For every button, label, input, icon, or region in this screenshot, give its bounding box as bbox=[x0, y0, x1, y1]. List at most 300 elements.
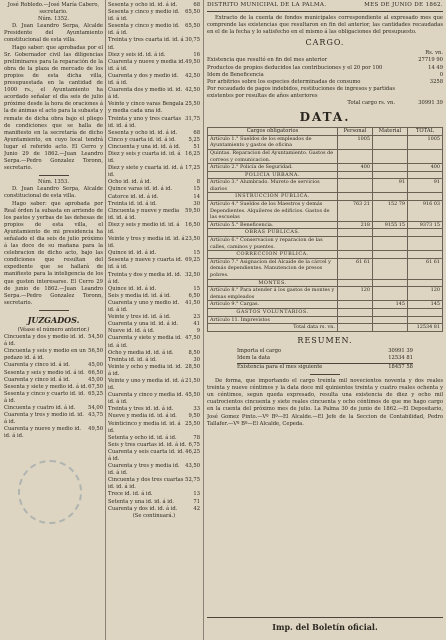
listing-row bbox=[108, 37, 200, 51]
listing-row bbox=[4, 384, 103, 391]
notice-heading: D. Juan Leandro Serpa, Alcalde Presidente del Ayuntamiento constitucional de esta villa. bbox=[4, 23, 103, 44]
cargo-total: 30991 39 bbox=[418, 100, 443, 107]
listing-row bbox=[108, 435, 200, 442]
listing-value: 30 bbox=[193, 356, 200, 363]
material-cell bbox=[373, 316, 408, 324]
resumen-label: Importa el cargo bbox=[237, 347, 282, 354]
category-cell: CORRECCION PÚBLICA. bbox=[208, 251, 338, 259]
resumen-row bbox=[237, 355, 413, 362]
total-cell: 1005 bbox=[408, 135, 443, 149]
listing-row bbox=[108, 378, 200, 392]
listing-row bbox=[108, 350, 200, 357]
listing-desc: Setenta y una id. id. á id. bbox=[108, 498, 174, 505]
listing-desc: Cuarenta y nueve y medio id. id. á id. bbox=[4, 426, 82, 440]
personal-cell: 400 bbox=[338, 164, 373, 172]
listing-row bbox=[4, 348, 103, 362]
total-cell: 916 03 bbox=[408, 201, 443, 222]
listing-row bbox=[4, 412, 103, 426]
table-row bbox=[208, 287, 443, 301]
listing-value: 8,50 bbox=[188, 349, 200, 356]
listing-value: 14 bbox=[193, 193, 200, 200]
total-cell: 9373 15 bbox=[408, 221, 443, 229]
material-cell bbox=[373, 135, 408, 149]
material-cell: 152 79 bbox=[373, 201, 408, 222]
listing-row bbox=[108, 73, 200, 87]
article-cell: Artículo 7.° Asignacion del Alcaide de la cárcel y demás dependientes. Manutencion de presos pobres. bbox=[208, 258, 338, 279]
listing-desc: Treinta id. id. á id. bbox=[108, 356, 157, 363]
listing-value: 42 bbox=[193, 505, 200, 512]
listing-desc: Cincuenta y nueve y media id. id. á id. bbox=[108, 207, 180, 221]
listing-desc: Cincuenta y seis y medio en un pedazo id. á id. bbox=[4, 348, 86, 362]
listing-desc: Ocho y media id. id. á id. bbox=[108, 349, 174, 356]
listing-value: 54,50 bbox=[88, 334, 103, 341]
listing-desc: Cuarenta y dos y medio id. id. á id. bbox=[108, 72, 179, 87]
listing-row bbox=[108, 165, 200, 179]
listing-row bbox=[4, 362, 103, 369]
cargo-amount: 14 49 bbox=[428, 64, 443, 71]
listing-value: 45,00 bbox=[88, 376, 103, 383]
listing-row bbox=[108, 272, 200, 286]
listing-desc: Catorce id. id. á id. bbox=[108, 193, 159, 200]
listing-value: 45,50 bbox=[185, 392, 200, 399]
th-total: TOTAL bbox=[408, 128, 443, 136]
personal-cell bbox=[338, 149, 373, 163]
table-row bbox=[208, 301, 443, 309]
listing-desc: Veinticinco y media id. id. á id. bbox=[108, 420, 181, 434]
listing-row bbox=[108, 222, 200, 236]
listing-row bbox=[108, 9, 200, 23]
listing-value: 17,25 bbox=[185, 165, 200, 172]
column-2 bbox=[108, 0, 200, 640]
article-cell: Artículo 8.° Para atender á los gastos de montes y demas empleados bbox=[208, 287, 338, 301]
resumen-row bbox=[237, 348, 413, 355]
closing-text: De forma, que importando el cargo treinta mil novecientos noventa y dos reales treinta y nueve céntimos y la data doce mil quinientos treinta y cuatro reales ochenta y un céntimos, segun queda expresado, resulta una existencia de diez y ocho mil cuatrocientos cincuenta y siete reales cincuenta y ocho céntimos de que me hago cargo en la cuenta del próximo mes de julio. La Palma 30 de junio de 1862.—El Depositario, José Gomez Pinto.—Vº Bº—El Alcalde.—El Jefe de la Seccion de Contabilidad, Pedro Tallafer.—Vº Bº—El Alcalde, Cepeda. bbox=[207, 378, 443, 427]
cargo-amount: 0 bbox=[439, 71, 443, 78]
cargo-desc: Idem de Beneficencia bbox=[207, 71, 264, 78]
listing-value: 49,50 bbox=[185, 58, 200, 65]
district-header bbox=[207, 2, 443, 12]
article-cell: Artículo 11. Imprevistos bbox=[208, 316, 338, 324]
table-row bbox=[208, 258, 443, 279]
personal-cell: 120 bbox=[338, 287, 373, 301]
separator bbox=[310, 374, 340, 375]
listing-desc: Cuarenta y uno y medio id. id. á id. bbox=[108, 299, 180, 314]
listing-row bbox=[108, 236, 200, 250]
material-cell bbox=[373, 258, 408, 279]
data-title: DATA. bbox=[299, 110, 351, 125]
listing-row bbox=[108, 59, 200, 73]
listing-desc: Cincuenta y cuatro id. á id. bbox=[4, 404, 76, 411]
cargo-row bbox=[207, 86, 443, 100]
listing-value: 16 bbox=[193, 51, 200, 58]
listing-row bbox=[108, 293, 200, 300]
currency-label: Rs. vn. bbox=[425, 50, 443, 57]
cargo-row bbox=[207, 79, 443, 86]
listing-value: 5,25 bbox=[188, 136, 200, 143]
listing-value: 25,50 bbox=[185, 420, 200, 427]
listing-value: 47,50 bbox=[185, 335, 200, 342]
listing-value: 65,25 bbox=[88, 390, 103, 397]
listing-value: 46,25 bbox=[185, 448, 200, 455]
total-cell bbox=[408, 149, 443, 163]
listing-value: 31,75 bbox=[185, 115, 200, 122]
listing-row bbox=[108, 116, 200, 130]
listing-row bbox=[108, 101, 200, 115]
table-row bbox=[208, 279, 443, 287]
listing-value: 15 bbox=[193, 186, 200, 193]
section-subheading: (Véase el número anterior.) bbox=[17, 326, 90, 333]
listing-value: 56,50 bbox=[88, 348, 103, 355]
listing-value: 42,50 bbox=[185, 87, 200, 94]
listing-row bbox=[108, 186, 200, 193]
listing-row bbox=[4, 405, 103, 412]
listing-desc: Cincuenta y dos tres cuartas id. id. á id. bbox=[108, 477, 184, 491]
cargo-row bbox=[207, 72, 443, 79]
listing-desc: Cincuenta y dos y medio id. id. á id. bbox=[4, 334, 86, 348]
listing-value: 9 bbox=[196, 328, 200, 335]
listing-desc: Veinte y tres id. id. á id. bbox=[108, 314, 171, 321]
listing-value: 71 bbox=[193, 498, 200, 505]
cargo-amount: 3258 bbox=[429, 78, 443, 85]
cargo-amount: 27719 90 bbox=[418, 57, 443, 64]
listing-desc: Ocho id. id. á id. bbox=[108, 179, 152, 186]
article-cell: Artículo 5.° Beneficencia. bbox=[208, 221, 338, 229]
table-row bbox=[208, 316, 443, 324]
personal-cell: 763 21 bbox=[338, 201, 373, 222]
listing-desc: Trece id. id. á id. bbox=[108, 491, 153, 498]
listing bbox=[108, 2, 200, 513]
listing-value: 68 bbox=[193, 129, 200, 136]
column-3 bbox=[207, 0, 443, 640]
notice-number: Núm. 1353. bbox=[38, 179, 69, 186]
listing-desc: Setenta y ocho id. id. á id. bbox=[108, 434, 177, 441]
listing-row bbox=[108, 506, 200, 513]
listing-row bbox=[4, 370, 103, 377]
resumen-label: Idem la data bbox=[237, 354, 270, 361]
listing-row bbox=[108, 257, 200, 271]
listing-value: 13 bbox=[193, 491, 200, 498]
cargo-desc: Por recaudado de pagos indebidos, restituciones de ingresos y partidas existentes por resultas de años anteriores bbox=[207, 85, 395, 99]
listing-row bbox=[108, 328, 200, 335]
table-row bbox=[208, 308, 443, 316]
listing-row bbox=[4, 377, 103, 384]
listing-desc: Sesenta y siete y medio id. á id. bbox=[4, 383, 88, 390]
th-material: Material bbox=[373, 128, 408, 136]
existencia-value: 18457 58 bbox=[388, 363, 413, 370]
category-cell: GASTOS VOLUNTARIOS. bbox=[208, 308, 338, 316]
cargo-desc: Existencia que resultó en fin del mes anterior bbox=[207, 57, 328, 64]
listing-value: 15 bbox=[193, 285, 200, 292]
listing-value: 16,25 bbox=[185, 150, 200, 157]
table-row bbox=[208, 201, 443, 222]
listing-desc: Quince id. id. á id. bbox=[108, 285, 157, 292]
listing-desc: Cuarenta y nueve y media id. id. á id. bbox=[108, 58, 186, 72]
listing-desc: Seis y media id. id. á id. bbox=[108, 292, 171, 299]
listing-desc: Sesenta y seis y medio id. á id. bbox=[4, 369, 85, 376]
listing-value: 28,50 bbox=[185, 363, 200, 370]
listing-value: 32,50 bbox=[185, 271, 200, 278]
cargo-row bbox=[207, 65, 443, 72]
listing-desc: Treinta y tres cuarta id. id. á id. bbox=[108, 37, 184, 51]
separator bbox=[39, 175, 69, 176]
personal-cell: 61 61 bbox=[338, 258, 373, 279]
cargo-total-label: Total cargo rs. vn. bbox=[347, 100, 395, 107]
listing-desc: Cuarenta y una id. id. á id. bbox=[108, 321, 179, 328]
material-cell: 9155 15 bbox=[373, 221, 408, 229]
account-intro: Extracto de la cuenta de fondos municipales correspondiente al expresado mes que comprende las existencias que resultaron en fin del anterior, las cantidades recaudadas en el de la fecha y lo satisfecho en el mismo á las obligaciones del presupuesto. bbox=[207, 15, 443, 36]
listing-value: 69,25 bbox=[185, 257, 200, 264]
listing-row bbox=[108, 499, 200, 506]
listing-desc: Quince id. id. á id. bbox=[108, 250, 157, 257]
listing-desc: Quince varas id. id. á id. bbox=[108, 186, 173, 193]
listing-value: 25,50 bbox=[185, 101, 200, 108]
total-cell: 61 61 bbox=[408, 258, 443, 279]
th-cargos: Cargos obligatorios bbox=[208, 128, 338, 136]
listing-desc: Cuarenta y siete y media id. id. á id. bbox=[108, 335, 182, 349]
listing-value: 52,75 bbox=[185, 477, 200, 484]
section-heading-juzgados: JUZGADOS. bbox=[27, 314, 80, 325]
cargo-amount bbox=[401, 86, 443, 100]
listing-desc: Diez y siete y cuarta id. id. á id. bbox=[108, 165, 183, 179]
resumen-value: 30991 39 bbox=[388, 347, 413, 354]
listing-row bbox=[108, 286, 200, 293]
listing-row bbox=[108, 364, 200, 378]
listing-value: 16,50 bbox=[185, 221, 200, 228]
personal-cell: 218 bbox=[338, 221, 373, 229]
material-cell bbox=[373, 149, 408, 163]
listing-desc: Nueve id. id. á id. bbox=[108, 328, 155, 335]
listing-value: 65,50 bbox=[185, 9, 200, 16]
listing-desc: Sesenta y cinco y medio id. id. á id. bbox=[108, 23, 180, 37]
table-row bbox=[208, 164, 443, 172]
listing-desc: Cuarenta y dos id. id. á id. bbox=[108, 505, 178, 512]
table-row bbox=[208, 149, 443, 163]
listing-row bbox=[108, 2, 200, 9]
table-row bbox=[208, 237, 443, 251]
listing-desc: Cinco y cuarta id. id. á id. bbox=[108, 136, 176, 143]
listing-value: 41 bbox=[193, 321, 200, 328]
listing-value: 66,50 bbox=[88, 369, 103, 376]
table-row bbox=[208, 221, 443, 229]
listing-desc: Diez y seis id. id. á id. bbox=[108, 51, 166, 58]
table-row bbox=[208, 251, 443, 259]
listing-value: 6,75 bbox=[188, 441, 200, 448]
resumen-list bbox=[207, 348, 443, 362]
listing-value: 42,50 bbox=[185, 72, 200, 79]
listing-row bbox=[108, 442, 200, 449]
total-cell: 145 bbox=[408, 301, 443, 309]
listing-desc: Cincuenta y una id. id. á id. bbox=[108, 143, 181, 150]
th-personal: Personal bbox=[338, 128, 373, 136]
total-cell: 120 bbox=[408, 287, 443, 301]
listing-value: 67,50 bbox=[88, 383, 103, 390]
listing-value: 68 bbox=[193, 2, 200, 8]
cargo-desc: Productos de propios deducidos las contribuciones y el 20 por 100 bbox=[207, 64, 383, 71]
column-rule bbox=[203, 0, 204, 640]
personal-cell bbox=[338, 316, 373, 324]
article-cell: Artículo 4.° Sueldos de los Maestros y demás Dependientes. Alquileres de edificios. Gastos de las escuelas bbox=[208, 201, 338, 222]
listing-value: 45,00 bbox=[88, 362, 103, 369]
listing-row bbox=[108, 201, 200, 208]
article-cell: Artículo 2.° Policía de Seguridad. bbox=[208, 164, 338, 172]
listing-desc: Diez y seis y cuarta id. id. á id. bbox=[108, 150, 181, 165]
listing-row bbox=[108, 194, 200, 201]
listing-value: 51 bbox=[193, 143, 200, 150]
listing-row bbox=[4, 334, 103, 348]
listing-value: 49,50 bbox=[88, 426, 103, 433]
existencia-label: Existencia para el mes siguiente bbox=[237, 363, 323, 370]
listing-value: 33 bbox=[193, 406, 200, 413]
cargo-title: CARGO. bbox=[305, 38, 345, 48]
personal-cell bbox=[338, 301, 373, 309]
listing-value: 78 bbox=[193, 434, 200, 441]
category-cell: OBRAS PÚBLICAS. bbox=[208, 229, 338, 237]
listing-desc: Treinta id. id. á id. bbox=[108, 200, 157, 207]
listing-value: 43,50 bbox=[185, 463, 200, 470]
category-cell: MONTES. bbox=[208, 279, 338, 287]
listing bbox=[4, 334, 103, 440]
month-label: MES DE JUNIO DE 1862. bbox=[364, 2, 443, 8]
listing-desc: Cuarenta y seis cuarta id. id. á id. bbox=[108, 448, 184, 462]
listing-row bbox=[108, 137, 200, 144]
listing-value: 9,50 bbox=[188, 413, 200, 420]
listing-row bbox=[108, 144, 200, 151]
listing-desc: Cuarenta y cinco id. á id. bbox=[4, 362, 70, 369]
cargo-desc: Por arbitrios sobre los especies determinadas de consumo bbox=[207, 78, 361, 85]
material-cell: 91 bbox=[373, 179, 408, 193]
total-cell: 400 bbox=[408, 164, 443, 172]
listing-row bbox=[108, 463, 200, 477]
listing-row bbox=[108, 477, 200, 491]
listing-row bbox=[108, 421, 200, 435]
continued-note: (Se continuará.) bbox=[132, 512, 176, 519]
notice-heading: D. Juan Leandro Serpa, Alcalde constitucional de esta villa. bbox=[4, 186, 103, 200]
total-cell: 91 bbox=[408, 179, 443, 193]
listing-value: 59,50 bbox=[185, 207, 200, 214]
listing-desc: Cuarenta dos y medio id. id. á id. bbox=[108, 87, 183, 101]
listing-value: 21,50 bbox=[185, 377, 200, 384]
notice-number: Núm. 1352. bbox=[38, 16, 69, 23]
material-cell: 145 bbox=[373, 301, 408, 309]
total-cell bbox=[408, 316, 443, 324]
notice-body: Hago saber: que aprobadas por el Sr. Gobernador civil las diligencias preliminares para la reparación de la obra de la plaza de mercado de los propios de esta dicha villa, presupuestada en la cantidad de 1000 rs., el Ayuntamiento ha acordado señalar el dia seis de julio próximo desde la hora de oraciones á la de ánimas el acto para la subasta y remate de dicha obra bajo el pliego de condiciones que se halla de manifiesto en la secretaría de dicho Ayuntamiento, en cuyo local tendrá lugar el referido acto. El Cerro y Junio 29 de 1862.—Juan Leandro Serpa.—Pedro Gonzalez Toronn, secretario. bbox=[4, 44, 103, 172]
personal-cell: 1005 bbox=[338, 135, 373, 149]
printer-footer: Imp. del Boletín oficial. bbox=[207, 617, 443, 632]
table-row bbox=[208, 193, 443, 201]
listing-desc: Sesenta y nueve y cuarta id. id. á id. bbox=[108, 257, 183, 271]
separator bbox=[39, 310, 69, 311]
listing-desc: Sesenta y cinco y medio id. id. á id. bbox=[108, 9, 180, 23]
listing-desc: Sesenta y ocho id. id. á id. bbox=[108, 2, 178, 8]
listing-value: 41,50 bbox=[185, 299, 200, 306]
listing-value: 23,50 bbox=[185, 236, 200, 243]
article-cell: Artículo 3.° Alumbrado. Mureto de servicios diarios bbox=[208, 179, 338, 193]
listing-row bbox=[108, 208, 200, 222]
listing-desc: Veinte y ocho y media id. id. á id. bbox=[108, 363, 183, 377]
district-name: DISTRITO MUNICIPAL DE LA PALMA. bbox=[207, 2, 327, 8]
listing-value: 30,75 bbox=[185, 37, 200, 44]
listing-value: 6,50 bbox=[188, 292, 200, 299]
listing-desc: Veinte y tres y media id. id. á id. bbox=[108, 236, 185, 250]
listing-desc: Cuarenta y cinco y media id. id. á id. bbox=[108, 392, 184, 406]
material-cell bbox=[373, 237, 408, 251]
table-row bbox=[208, 179, 443, 193]
article-cell: Artículo 6.° Conservacion y reparacion de las calles, caminos y puentes. bbox=[208, 237, 338, 251]
data-total: 12534 81 bbox=[408, 324, 443, 332]
article-cell: Artículo 1.° Sueldos de los empleados de Ayuntamiento y gastos de oficina bbox=[208, 135, 338, 149]
material-cell bbox=[373, 287, 408, 301]
listing-desc: Veinte y uno y media id. id. á id. bbox=[108, 377, 185, 392]
personal-cell bbox=[338, 237, 373, 251]
table-row bbox=[208, 229, 443, 237]
listing-row bbox=[108, 23, 200, 37]
listing-desc: Sesenta y ocho id. id. á id. bbox=[108, 129, 178, 136]
listing-row bbox=[108, 413, 200, 420]
data-table bbox=[207, 127, 443, 332]
resumen-value: 12534 81 bbox=[388, 354, 413, 361]
listing-value: 23 bbox=[193, 314, 200, 321]
listing-desc: Treinta y dos y media id. id. á id. bbox=[108, 271, 182, 285]
listing-row bbox=[108, 491, 200, 498]
table-row bbox=[208, 171, 443, 179]
listing-desc: Veinte y cinco varas Bengala y media cada una id. bbox=[108, 101, 184, 115]
signature-line: José Robledo.—José María Cabero, secretario. bbox=[7, 2, 100, 16]
listing-row bbox=[108, 151, 200, 165]
notice-body: Hago saber: que aprobada por Real órden la subasta en arriendo de los pastos y yerbas de las dehesas de propios de esta villa, el Ayuntamiento de mi presidencia ha señalado el dia seis de julio próximo á las doce de su mañana para la celebracion de dicho acto, bajo las condiciones que resultan del expediente que se hallará de manifiesto para la inteligencia de los que gusten interesarse. El Cerro 29 de junio de 1862.—Juan Leandro Serpa.—Pedro Gonzalez Toronn, secretario. bbox=[4, 200, 103, 306]
listing-value: 8 bbox=[196, 179, 200, 186]
listing-value: 65,50 bbox=[185, 23, 200, 30]
listing-desc: Diez y seis y medio id. id. á id. bbox=[108, 221, 180, 235]
listing-value: 15 bbox=[193, 250, 200, 257]
library-stamp-icon bbox=[18, 460, 82, 524]
listing-row bbox=[108, 250, 200, 257]
listing-desc: Cuarenta y cinco id. á id. bbox=[4, 376, 70, 383]
listing-desc: Seis y tres cuartas id. id. á id. bbox=[108, 441, 187, 448]
article-cell: Artículo 9.° Cargas. bbox=[208, 301, 338, 309]
category-cell: INSTRUCCION PÚBLICA. bbox=[208, 193, 338, 201]
resumen-title: RESUMEN. bbox=[297, 335, 353, 345]
cargo-list bbox=[207, 57, 443, 100]
personal-cell bbox=[338, 179, 373, 193]
listing-row bbox=[108, 130, 200, 137]
data-total-label: Total data rs. vn. bbox=[208, 324, 338, 332]
listing-desc: Treinta y uno y tres cuartas id. id. á id. bbox=[108, 115, 182, 129]
article-cell: Quintas. Reparacion del Ayuntamiento. Gastos de correos y comunicacion. bbox=[208, 149, 338, 163]
listing-desc: Nueve y media id. id. á id. bbox=[108, 413, 177, 420]
cargo-row bbox=[207, 57, 443, 64]
material-cell bbox=[373, 164, 408, 172]
listing-desc: Cuarenta y tres y media id. id. á id. bbox=[108, 463, 180, 477]
listing-desc: Sesenta y cinco y cuarto id. id. á id. bbox=[4, 390, 85, 404]
listing-row bbox=[4, 426, 103, 440]
listing-row bbox=[108, 335, 200, 349]
table-row bbox=[208, 135, 443, 149]
category-cell: POLICIA URBANA. bbox=[208, 171, 338, 179]
listing-desc: Cuarenta y tres y medio id. id. á id. bbox=[4, 412, 84, 426]
listing-row bbox=[4, 391, 103, 405]
listing-row bbox=[108, 52, 200, 59]
column-rule bbox=[105, 0, 106, 640]
listing-row bbox=[108, 87, 200, 101]
total-cell bbox=[408, 237, 443, 251]
column-1 bbox=[4, 0, 103, 640]
listing-value: 43,75 bbox=[88, 412, 103, 419]
listing-desc: Treinta y tres id. id. á id. bbox=[108, 406, 174, 413]
listing-row bbox=[108, 300, 200, 314]
listing-value: 54,00 bbox=[88, 404, 103, 411]
listing-row bbox=[108, 357, 200, 364]
listing-row bbox=[108, 449, 200, 463]
